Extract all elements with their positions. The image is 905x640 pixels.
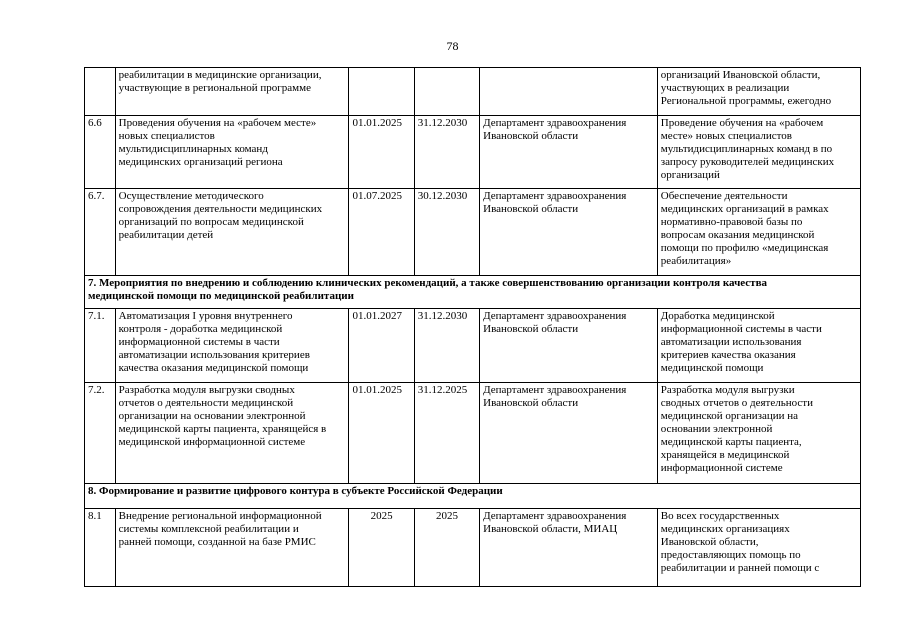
end-date: 30.12.2030	[414, 189, 479, 276]
responsible: Департамент здравоохранения Ивановской области	[480, 116, 658, 189]
expected-result: организаций Ивановской области, участвующих в реализации Региональной программы, ежегодно	[657, 68, 860, 116]
row-number: 8.1	[85, 509, 116, 587]
section-heading: 7. Мероприятия по внедрению и соблюдению клинических рекомендаций, а также совершенствованию организации контроля качества медицинской помощи по медицинской реабилитации	[85, 276, 861, 309]
table-row	[85, 68, 861, 116]
row-number: 7.1.	[85, 309, 116, 383]
start-date: 01.01.2025	[349, 116, 414, 189]
start-date: 01.07.2025	[349, 189, 414, 276]
start-date: 01.01.2025	[349, 383, 414, 484]
end-date: 31.12.2030	[414, 116, 479, 189]
responsible: Департамент здравоохранения Ивановской области, МИАЦ	[480, 509, 658, 587]
expected-result: Во всех государственных медицинских организациях Ивановской области, предоставляющих помощь по реабилитации и ранней помощи с	[657, 509, 860, 587]
measure-name: Осуществление методического сопровождения деятельности медицинских организаций по вопросам медицинской реабилитации детей	[115, 189, 349, 276]
row-number	[85, 68, 116, 116]
start-date: 2025	[349, 509, 414, 587]
measure-name: Разработка модуля выгрузки сводных отчетов о деятельности медицинской организации на основании электронной медицинской карты пациента, хранящейся в медицинской информационной системе	[115, 383, 349, 484]
row-number: 6.7.	[85, 189, 116, 276]
measure-name: Внедрение региональной информационной системы комплексной реабилитации и ранней помощи, созданной на базе РМИС	[115, 509, 349, 587]
start-date: 01.01.2027	[349, 309, 414, 383]
section-row	[85, 276, 861, 309]
expected-result: Обеспечение деятельности медицинских организаций в рамках нормативно-правовой базы по вопросам оказания медицинской помощи по профилю «медицинская реабилитация»	[657, 189, 860, 276]
measure-name: Проведения обучения на «рабочем месте» новых специалистов мультидисциплинарных команд медицинских организаций региона	[115, 116, 349, 189]
table-row	[85, 116, 861, 189]
responsible	[480, 68, 658, 116]
end-date: 31.12.2030	[414, 309, 479, 383]
end-date	[414, 68, 479, 116]
responsible: Департамент здравоохранения Ивановской области	[480, 189, 658, 276]
section-heading: 8. Формирование и развитие цифрового контура в субъекте Российской Федерации	[85, 484, 861, 509]
responsible: Департамент здравоохранения Ивановской области	[480, 309, 658, 383]
responsible: Департамент здравоохранения Ивановской области	[480, 383, 658, 484]
measures-table	[84, 67, 861, 587]
start-date	[349, 68, 414, 116]
table-row	[85, 189, 861, 276]
end-date: 31.12.2025	[414, 383, 479, 484]
measure-name: Автоматизация I уровня внутреннего контроля - доработка медицинской информационной системы в части автоматизации использования критериев качества оказания медицинской помощи	[115, 309, 349, 383]
end-date: 2025	[414, 509, 479, 587]
row-number: 6.6	[85, 116, 116, 189]
expected-result: Проведение обучения на «рабочем месте» новых специалистов мультидисциплинарных команд в по запросу руководителей медицинских организаций	[657, 116, 860, 189]
expected-result: Доработка медицинской информационной системы в части автоматизации использования критериев качества оказания медицинской помощи	[657, 309, 860, 383]
measure-name: реабилитации в медицинские организации, участвующие в региональной программе	[115, 68, 349, 116]
page-number: 78	[446, 39, 459, 53]
table-row	[85, 309, 861, 383]
table-row	[85, 383, 861, 484]
expected-result: Разработка модуля выгрузки сводных отчетов о деятельности медицинской организации на основании электронной медицинской карты пациента, хранящейся в медицинской информационной системе	[657, 383, 860, 484]
table-row	[85, 509, 861, 587]
section-row	[85, 484, 861, 509]
row-number: 7.2.	[85, 383, 116, 484]
